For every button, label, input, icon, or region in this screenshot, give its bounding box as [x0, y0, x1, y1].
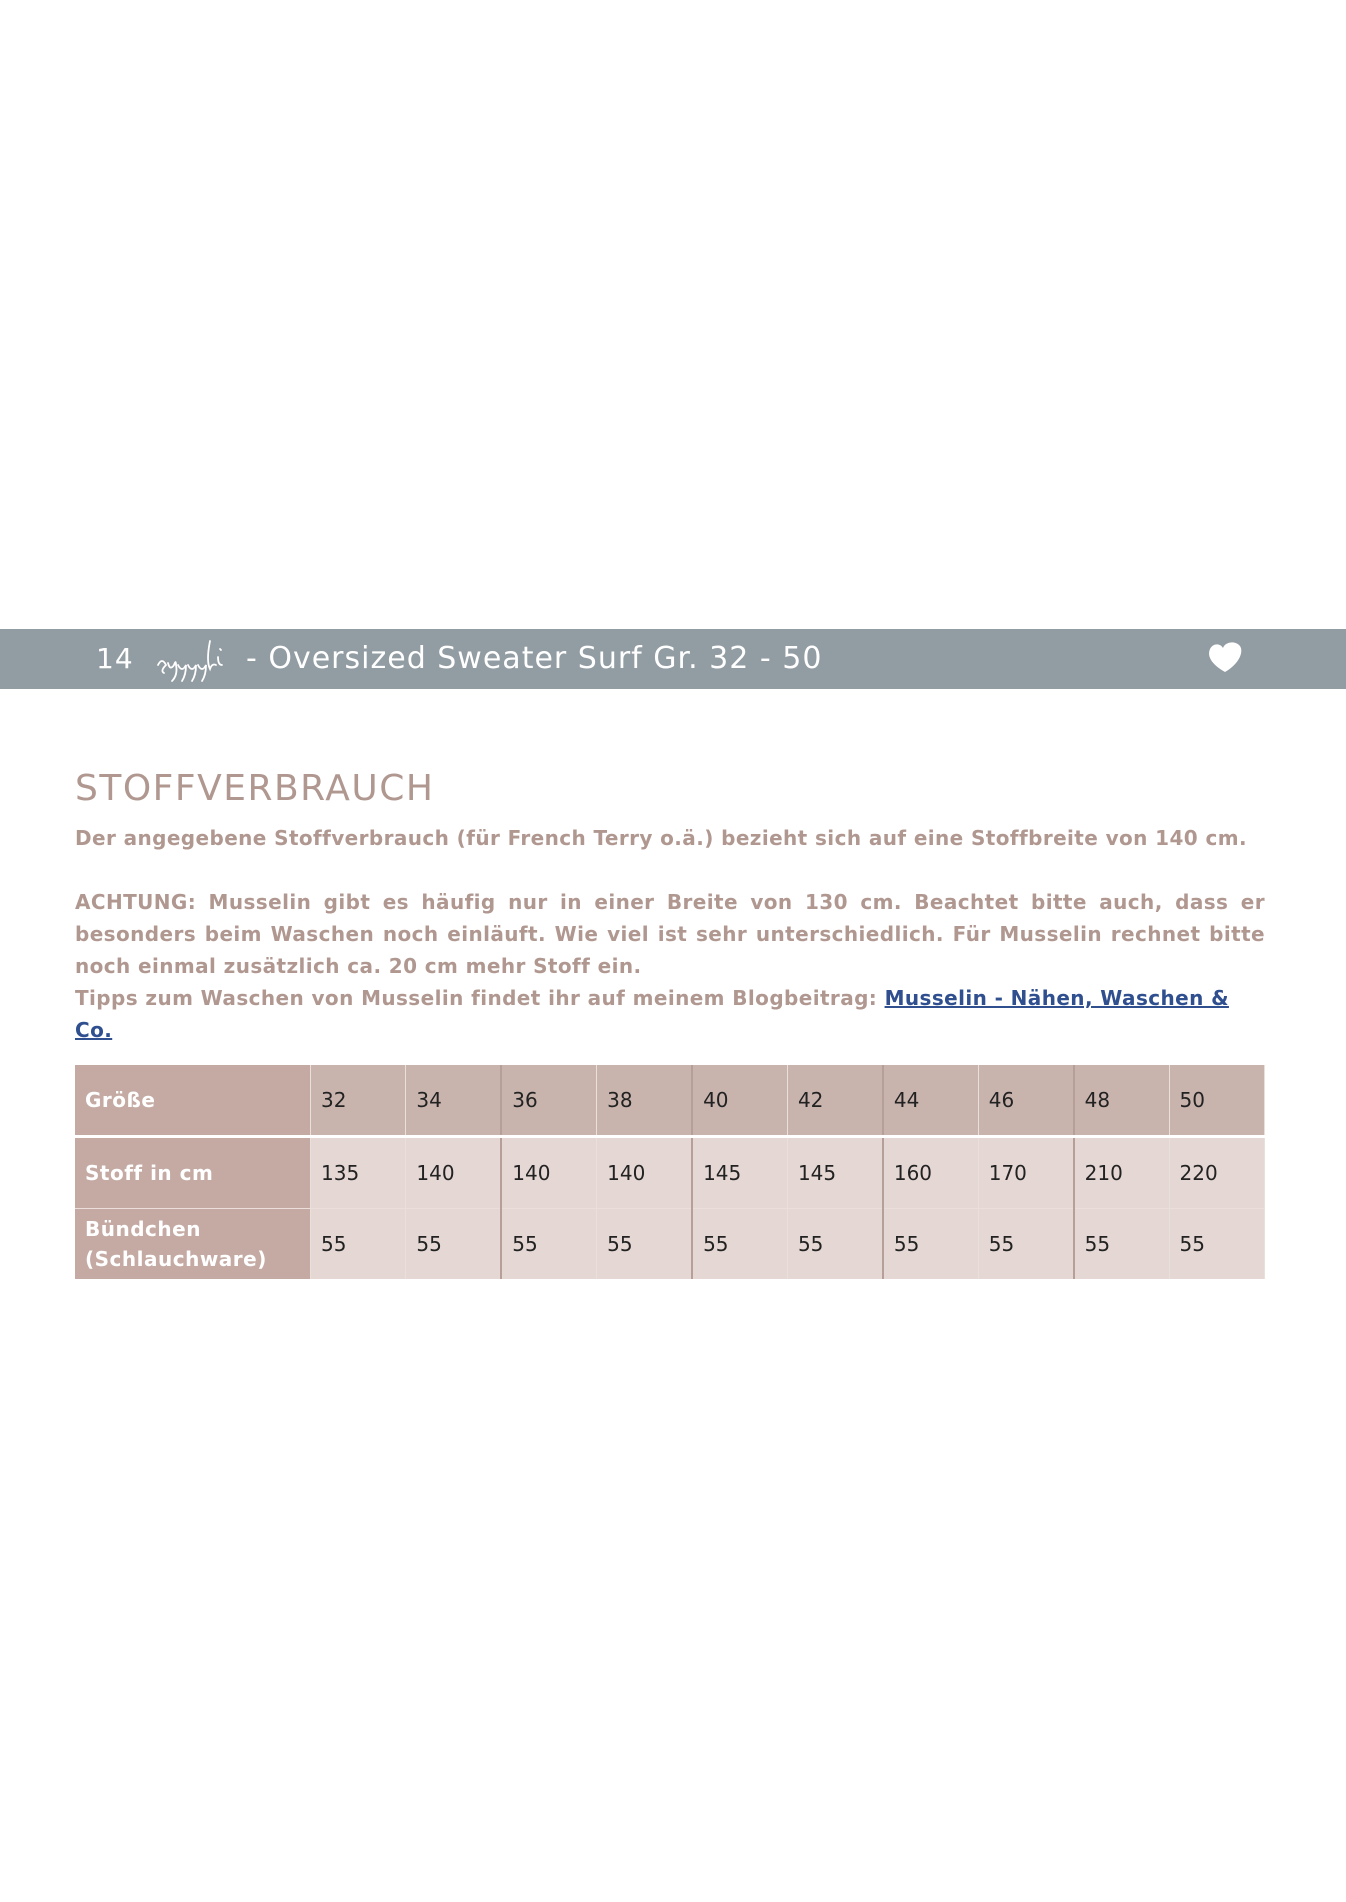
fabric-table	[75, 1065, 1265, 1279]
header-bar	[0, 629, 1346, 689]
size-cell: 36	[501, 1065, 596, 1137]
table-row	[75, 1209, 1265, 1280]
table-cell: 220	[1169, 1137, 1264, 1209]
table-cell: 55	[311, 1209, 406, 1280]
size-cell: 50	[1169, 1065, 1264, 1137]
size-cell: 42	[787, 1065, 882, 1137]
table-row	[75, 1137, 1265, 1209]
table-cell: 55	[692, 1209, 787, 1280]
size-cell: 44	[883, 1065, 978, 1137]
table-cell: 55	[883, 1209, 978, 1280]
section-title: STOFFVERBRAUCH	[75, 768, 435, 810]
table-cell: 55	[787, 1209, 882, 1280]
table-cell: 55	[501, 1209, 596, 1280]
table-cell: 140	[406, 1137, 501, 1209]
page-number: 14	[96, 642, 134, 675]
table-cell: 145	[787, 1137, 882, 1209]
heart-icon	[1205, 638, 1245, 678]
warning-paragraph: ACHTUNG: Musselin gibt es häufig nur in einer Breite von 130 cm. Beachtet bitte auch, dass er besonders beim Waschen noch einläuft. Wie viel ist sehr unterschiedlich. Für Musselin rechnet bitte noch einmal zusätzlich ca. 20 cm mehr Stoff ein.	[75, 890, 1265, 978]
intro-paragraph: Der angegebene Stoffverbrauch (für French Terry o.ä.) bezieht sich auf eine Stoffbreite von 140 cm.	[75, 826, 1247, 850]
brand-logo	[154, 635, 232, 683]
size-cell: 34	[406, 1065, 501, 1137]
document-title: - Oversized Sweater Surf Gr. 32 - 50	[246, 641, 823, 676]
size-cell: 38	[597, 1065, 692, 1137]
size-cell: 46	[978, 1065, 1073, 1137]
size-cell: 40	[692, 1065, 787, 1137]
table-cell: 55	[978, 1209, 1073, 1280]
size-cell: 32	[311, 1065, 406, 1137]
row-label: Stoff in cm	[75, 1137, 311, 1209]
table-cell: 145	[692, 1137, 787, 1209]
table-cell: 210	[1074, 1137, 1169, 1209]
table-cell: 55	[1169, 1209, 1264, 1280]
tips-text: Tipps zum Waschen von Musselin findet ihr auf meinem Blogbeitrag:	[75, 986, 885, 1010]
table-cell: 55	[597, 1209, 692, 1280]
table-cell: 160	[883, 1137, 978, 1209]
table-cell: 170	[978, 1137, 1073, 1209]
size-header-label: Größe	[75, 1065, 311, 1137]
blog-link[interactable]: Musselin - Nähen, Waschen & Co.	[75, 986, 1229, 1042]
table-cell: 140	[597, 1137, 692, 1209]
table-cell: 55	[1074, 1209, 1169, 1280]
table-cell: 55	[406, 1209, 501, 1280]
table-header-row	[75, 1065, 1265, 1137]
size-cell: 48	[1074, 1065, 1169, 1137]
tips-paragraph	[75, 982, 1265, 1046]
table-cell: 135	[311, 1137, 406, 1209]
table-cell: 140	[501, 1137, 596, 1209]
row-label: Bündchen (Schlauchware)	[75, 1209, 311, 1280]
